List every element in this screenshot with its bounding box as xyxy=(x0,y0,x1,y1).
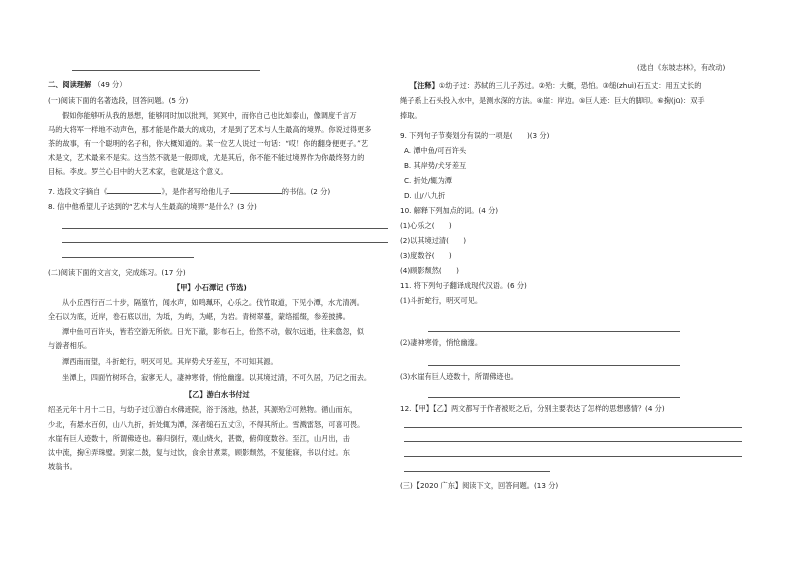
jia-line: 全石以为底，近岸，卷石底以出，为坻，为屿，为嵁，为岩。青树翠蔓，蒙络摇缀，参差披拂。 xyxy=(48,312,350,321)
note-line: 绳子系上石头投入水中，是测水深的方法。④崖：岸边。⑤巨人迹：巨大的脚印。⑥掬(jū)：双手 xyxy=(400,96,705,105)
section-heading xyxy=(48,80,126,89)
q12-answer-line[interactable] xyxy=(404,471,550,472)
note-line: 捧取。 xyxy=(400,111,422,120)
question-10: 10. 解释下列加点的词。(4 分) xyxy=(400,206,499,215)
part3-title: (三)【2020 广东】阅读下文，回答问题。(13 分) xyxy=(400,481,559,490)
section-heading-text: 二、阅读理解 xyxy=(48,80,92,89)
jia-title: 【甲】小石潭记 (节选) xyxy=(173,283,247,292)
q11-item: (1)斗折蛇行，明灭可见。 xyxy=(400,296,483,305)
q10-item[interactable]: (1)心乐之( ) xyxy=(400,221,452,230)
jia-line: 与游者相乐。 xyxy=(48,341,92,350)
yi-line: 水崖有巨人迹数十，所谓佛迹也。暮归倒行，观山烧火，甚微，俯仰度数谷。至江，山月出，击 xyxy=(48,434,350,443)
q10-item[interactable]: (4)顾影颓然( ) xyxy=(400,266,459,275)
q10-item[interactable]: (3)度数谷( ) xyxy=(400,251,452,260)
q7-blank-book[interactable] xyxy=(107,186,161,194)
note-text: ①幼子过：苏轼的三儿子苏过。②殆：大概，恐怕。③缒(zhuì)石五丈：用五丈长的 xyxy=(438,81,702,90)
q7-blank-son[interactable] xyxy=(230,186,282,194)
passage-line: 目标。李皮。罗兰心目中的大艺术家，也就是这个意义。 xyxy=(48,167,228,176)
q12-answer-line[interactable] xyxy=(404,427,742,428)
q11-answer-line[interactable] xyxy=(428,365,680,366)
q9-option-d[interactable]: D. 山/八九折 xyxy=(404,191,446,200)
q7-suffix: 的书信。(2 分) xyxy=(281,187,331,196)
jia-line: 坐潭上，四面竹树环合，寂寥无人，凄神寒骨，悄怆幽邃。以其境过清，不可久居，乃记之而去。 xyxy=(62,373,372,382)
question-11: 11. 将下列句子翻译成现代汉语。(6 分) xyxy=(400,281,527,290)
question-7 xyxy=(48,186,330,196)
q8-answer-line[interactable] xyxy=(62,242,388,243)
note-label: 【注释】 xyxy=(410,81,439,90)
question-8: 8. 信中他希望儿子达到的“艺术与人生最高的境界”是什么？(3 分) xyxy=(48,202,257,211)
q11-item: (2)凄神寒骨，悄怆幽邃。 xyxy=(400,338,483,347)
q10-item[interactable]: (2)以其境过清( ) xyxy=(400,236,467,245)
question-12: 12.【甲】【乙】两文都写于作者被贬之后，分别主要表达了怎样的思想感情？(4 分) xyxy=(400,404,665,413)
q11-answer-line[interactable] xyxy=(428,397,680,398)
q12-answer-line[interactable] xyxy=(404,456,742,457)
passage-line: 马的大将军一样地不动声色，那才能是作最大的成功，才是到了艺术与人生最高的境界。你说过得更多 xyxy=(48,125,372,134)
q9-option-a[interactable]: A. 潭中鱼/可百许头 xyxy=(404,146,467,155)
q8-answer-line[interactable] xyxy=(62,257,194,258)
top-answer-line xyxy=(72,70,260,71)
q11-answer-line[interactable] xyxy=(428,331,680,332)
yi-line: 绍圣元年十月十二日，与幼子过①游白水佛迹院，浴于汤池，热甚，其源殆②可熟物。循山而东， xyxy=(48,405,358,414)
question-9: 9. 下列句子节奏划分有误的一项是( )(3 分) xyxy=(400,131,550,140)
jia-line: 潭中鱼可百许头，皆若空游无所依。日光下澈，影布石上，佁然不动，俶尔远逝，往来翕忽，似 xyxy=(62,327,364,336)
section-score: （49 分） xyxy=(93,80,127,89)
yi-line: 坡翁书。 xyxy=(48,462,77,471)
jia-line: 潭西南而望，斗折蛇行，明灭可见。其岸势犬牙差互，不可知其源。 xyxy=(62,357,278,366)
source-citation: (选自《东坡志林》，有改动) xyxy=(637,63,726,72)
q12-answer-line[interactable] xyxy=(404,441,742,442)
note-line xyxy=(410,81,701,90)
passage-line: 茶的故事，有一个聪明的名子和，你大概知道的。某一位艺人说过一句话：“哎！你的翻身便更子。”艺 xyxy=(48,139,369,148)
part1-title: (一)阅读下面的名著选段，回答问题。(5 分) xyxy=(48,96,189,105)
passage-line: 术是文，艺术最来不是实。这当然不就是一般即成，尤是其后，你不能不能过境界作为你最终努力的 xyxy=(48,153,365,162)
q11-item: (3)水崖有巨人迹数十，所谓佛迹也。 xyxy=(400,372,518,381)
yi-line: 少北，有悬水百仞，山八九折，折处辄为潭，深者缒石五丈③，不得其所止。雪溅雷怒，可喜可畏。 xyxy=(48,420,365,429)
q7-mid: 》，是作者写给他儿子 xyxy=(161,187,230,196)
jia-line: 从小丘西行百二十步，隔篁竹，闻水声，如鸣珮环，心乐之。伐竹取道，下见小潭，水尤清冽。 xyxy=(62,298,364,307)
yi-line: 汰中流，掬④弄珠璧。到家二鼓，复与过饮，食余甘煮菜，顾影颓然，不复能寐，书以付过。东 xyxy=(48,448,350,457)
q7-prefix: 7. 选段文字摘自《 xyxy=(48,187,108,196)
passage-line: 假如你能够听从我的恳想，能够同时加以批判，冥冥中，而你自己也比如泰山，像调度千言万 xyxy=(62,111,357,120)
q9-option-b[interactable]: B. 其岸势/犬牙差互 xyxy=(404,161,467,170)
yi-title: 【乙】游白水书付过 xyxy=(185,390,250,399)
q9-option-c[interactable]: C. 折处/辄为潭 xyxy=(404,176,452,185)
q8-answer-line[interactable] xyxy=(62,228,388,229)
part2-title: (二)阅读下面的文言文，完成练习。(17 分) xyxy=(48,268,186,277)
